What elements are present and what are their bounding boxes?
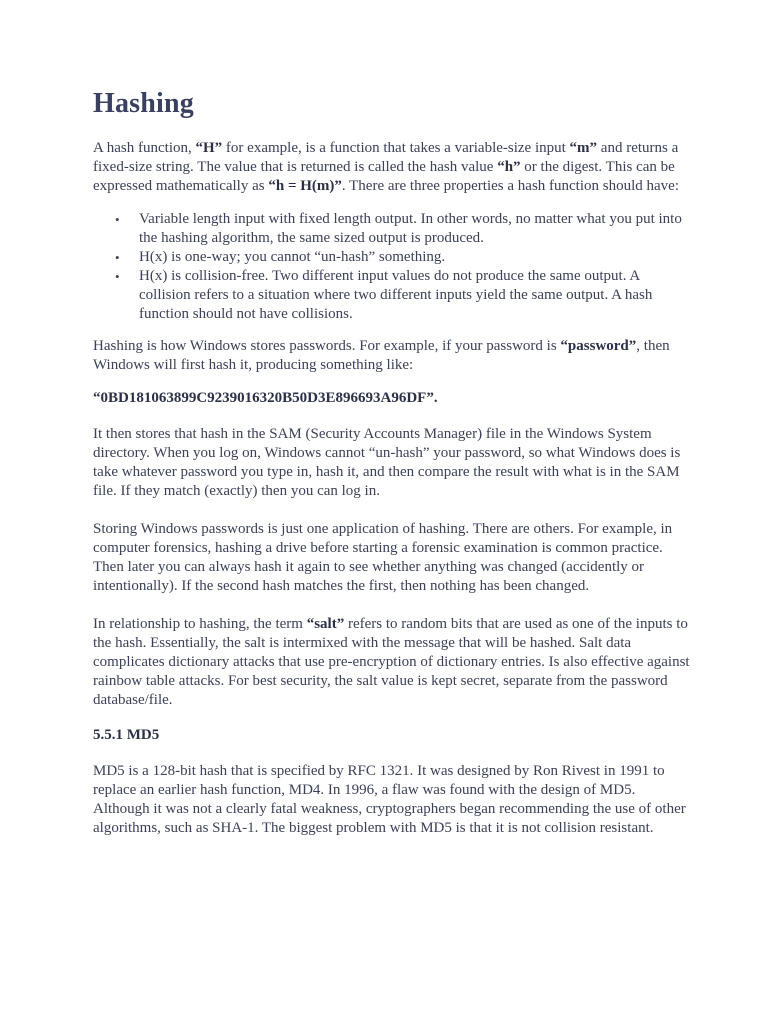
sam-paragraph: It then stores that hash in the SAM (Security Accounts Manager) file in the Windows System directory. When you log on, Windows cannot “un-hash” your password, so what Windows does is take whatever password you type in, hash it, and then compare the result with what is in the SAM file. If they match (exactly) then you can log in. xyxy=(93,426,681,499)
hash-value: “0BD181063899C9239016320B50D3E896693A96DF”. xyxy=(93,390,438,406)
intro-text-2: for example, is a function that takes a variable-size input xyxy=(222,140,570,156)
windows-bold-password: “password” xyxy=(560,338,637,354)
intro-text-5: . There are three properties a hash function should have: xyxy=(341,178,680,194)
page-title: Hashing xyxy=(93,88,194,119)
intro-paragraph xyxy=(93,139,693,196)
intro-text-4: or the digest. This can be expressed mathematically as xyxy=(93,159,675,194)
list-item-text: H(x) is collision-free. Two different input values do not produce the same output. A collision refers to a situation where two different inputs yield the same output. A hash function should not have collisions. xyxy=(139,268,653,322)
intro-text-3: and returns a fixed-size string. The value that is returned is called the hash value xyxy=(93,140,679,175)
md5-heading: 5.5.1 MD5 xyxy=(93,727,160,743)
intro-bold-formula: “h = H(m)” xyxy=(268,178,342,194)
intro-bold-h: “H” xyxy=(195,140,223,156)
intro-text-1: A hash function, xyxy=(93,140,196,156)
list-item-text: H(x) is one-way; you cannot “un-hash” something. xyxy=(139,249,446,265)
applications-paragraph: Storing Windows passwords is just one application of hashing. There are others. For example, in computer forensics, hashing a drive before starting a forensic examination is common practice. Then later you can always hash it again to see whether anything was changed (accidently or intentionally). If the second hash matches the first, then nothing has been changed. xyxy=(93,521,673,594)
bullet-icon: • xyxy=(115,269,120,284)
list-item-text: Variable length input with fixed length output. In other words, no matter what you put into the hashing algorithm, the same sized output is produced. xyxy=(139,211,682,246)
windows-paragraph xyxy=(93,337,693,375)
md5-paragraph: MD5 is a 128-bit hash that is specified by RFC 1321. It was designed by Ron Rivest in 1991 to replace an earlier hash function, MD4. In 1996, a flaw was found with the design of MD5. Although it was not a clearly fatal weakness, cryptographers began recommending the use of other algorithms, such as SHA-1. The biggest problem with MD5 is that it is not collision resistant. xyxy=(93,763,686,836)
document-body xyxy=(93,86,693,838)
salt-bold-term: “salt” xyxy=(306,616,345,632)
salt-text-2: refers to random bits that are used as one of the inputs to the hash. Essentially, the salt is intermixed with the message that will be hashed. Salt data complicates dictionary attacks that use pre-encryption of dictionary entries. Is also effective against rainbow table attacks. For best security, the salt value is kept secret, separate from the password database/file. xyxy=(93,616,690,708)
bullet-icon: • xyxy=(115,212,120,227)
intro-bold-h-value: “h” xyxy=(497,159,521,175)
list-item xyxy=(115,267,693,324)
salt-paragraph xyxy=(93,615,693,710)
properties-list xyxy=(93,210,693,324)
list-item xyxy=(115,248,693,267)
intro-bold-m: “m” xyxy=(569,140,598,156)
windows-text-1: Hashing is how Windows stores passwords. For example, if your password is xyxy=(93,338,561,354)
windows-text-2: , then Windows will first hash it, producing something like: xyxy=(93,338,670,373)
salt-text-1: In relationship to hashing, the term xyxy=(93,616,307,632)
list-item xyxy=(115,210,693,248)
bullet-icon: • xyxy=(115,250,120,265)
